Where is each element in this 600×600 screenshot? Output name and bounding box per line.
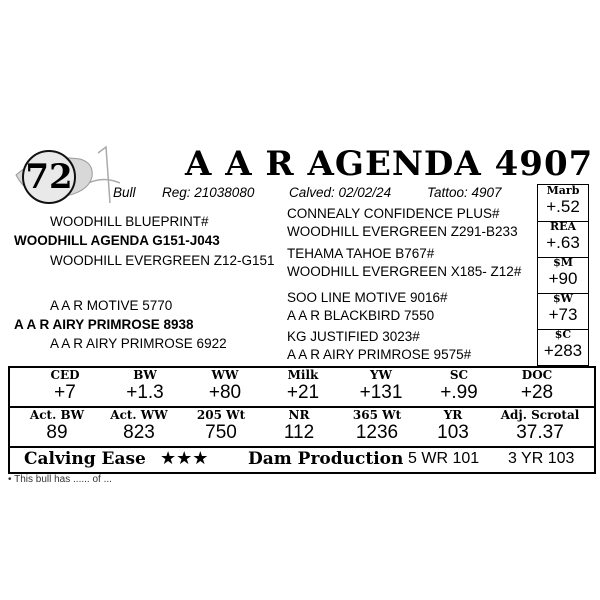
- actual-value: 37.37: [516, 422, 564, 443]
- dam-production-wr: 5 WR 101: [408, 450, 480, 467]
- epd-label: Milk: [287, 368, 319, 382]
- actuals-row: [8, 406, 596, 448]
- actual-value: 112: [283, 422, 315, 443]
- epd-ced: [30, 368, 100, 404]
- epd-value: +80: [208, 382, 242, 403]
- calving-dam-row: [8, 446, 596, 474]
- side-epd-panel: [537, 184, 589, 366]
- actual-yr: [420, 408, 486, 444]
- actual-365wt: [338, 408, 416, 444]
- epd-dollar-w: [538, 293, 588, 330]
- actual-value: 89: [46, 422, 68, 443]
- epd-milk: [268, 368, 338, 404]
- pedigree-sire-sire: WOODHILL BLUEPRINT#: [50, 214, 209, 229]
- epd-value: +.52: [546, 197, 580, 216]
- lot-number-badge: [22, 150, 76, 204]
- epd-ww: [190, 368, 260, 404]
- actual-label: YR: [443, 408, 463, 422]
- epd-value: +28: [520, 382, 554, 403]
- epd-value: +.63: [546, 233, 580, 252]
- actual-bw: [18, 408, 96, 444]
- epd-label: $M: [553, 256, 573, 269]
- epd-sc: [424, 368, 494, 404]
- epd-value: +73: [548, 305, 578, 324]
- epd-label: REA: [549, 220, 577, 233]
- actual-label: Act. BW: [29, 408, 85, 422]
- actual-label: Adj. Scrotal: [500, 408, 580, 422]
- epd-value: +1.3: [126, 382, 164, 403]
- epd-yw: [346, 368, 416, 404]
- pedigree-dam-sire: A A R MOTIVE 5770: [50, 298, 173, 313]
- epd-label: $C: [554, 328, 572, 341]
- pedigree-sd-dam: WOODHILL EVERGREEN X185- Z12#: [287, 264, 522, 279]
- epd-value: +7: [54, 382, 76, 403]
- footnote: • This bull has ...... of ...: [8, 474, 112, 484]
- pedigree-dd-dam: A A R AIRY PRIMROSE 9575#: [287, 347, 472, 362]
- actual-205wt: [182, 408, 260, 444]
- epd-value: +131: [359, 382, 403, 403]
- epd-label: Marb: [546, 184, 580, 197]
- epd-value: +283: [543, 341, 583, 360]
- actual-value: 823: [123, 422, 155, 443]
- actual-value: 1236: [355, 422, 399, 443]
- tattoo: Tattoo: 4907: [427, 185, 502, 200]
- epd-value: +.99: [440, 382, 478, 403]
- epd-rea: [538, 221, 588, 258]
- epd-label: WW: [211, 368, 239, 382]
- actual-label: Act. WW: [110, 408, 168, 422]
- epd-label: BW: [133, 368, 157, 382]
- pedigree-dam: A A R AIRY PRIMROSE 8938: [14, 317, 194, 332]
- epd-dollar-m: [538, 257, 588, 294]
- dam-production-label: Dam Production: [248, 449, 404, 469]
- epd-bw: [110, 368, 180, 404]
- pedigree-sire: WOODHILL AGENDA G151-J043: [14, 233, 220, 248]
- actual-value: 103: [437, 422, 469, 443]
- calving-ease-stars: ★★★: [160, 448, 209, 468]
- actual-ww: [100, 408, 178, 444]
- actual-adj-scrotal: [492, 408, 588, 444]
- epd-label: SC: [449, 368, 469, 382]
- sex-label: Bull: [113, 185, 136, 200]
- pedigree-ss-dam: WOODHILL EVERGREEN Z291-B233: [287, 224, 518, 239]
- epd-label: $W: [552, 292, 573, 305]
- dam-production-yr: 3 YR 103: [508, 450, 575, 467]
- lot-number: 72: [25, 157, 73, 197]
- actual-label: 365 Wt: [352, 408, 402, 422]
- epd-label: YW: [369, 368, 393, 382]
- pedigree-sire-dam: WOODHILL EVERGREEN Z12-G151: [50, 253, 275, 268]
- epd-doc: [502, 368, 572, 404]
- calved-date: Calved: 02/02/24: [289, 185, 392, 200]
- epd-dollar-c: [538, 329, 588, 365]
- pedigree-ds-sire: SOO LINE MOTIVE 9016#: [287, 290, 448, 305]
- pedigree-sd-sire: TEHAMA TAHOE B767#: [287, 246, 435, 261]
- epd-row: [8, 366, 596, 410]
- pedigree-dd-sire: KG JUSTIFIED 3023#: [287, 329, 420, 344]
- epd-marbling: [538, 185, 588, 222]
- animal-name: A A R AGENDA 4907: [185, 144, 594, 184]
- actual-nr: [264, 408, 334, 444]
- actual-value: 750: [205, 422, 237, 443]
- pedigree-ds-dam: A A R BLACKBIRD 7550: [287, 308, 435, 323]
- calving-ease-label: Calving Ease: [24, 449, 146, 469]
- epd-value: +90: [548, 269, 578, 288]
- actual-label: 205 Wt: [196, 408, 246, 422]
- pedigree-ss-sire: CONNEALY CONFIDENCE PLUS#: [287, 206, 500, 221]
- epd-value: +21: [286, 382, 320, 403]
- pedigree-dam-dam: A A R AIRY PRIMROSE 6922: [50, 336, 227, 351]
- epd-label: DOC: [521, 368, 553, 382]
- registration-number: Reg: 21038080: [162, 185, 255, 200]
- epd-label: CED: [50, 368, 80, 382]
- actual-label: NR: [288, 408, 310, 422]
